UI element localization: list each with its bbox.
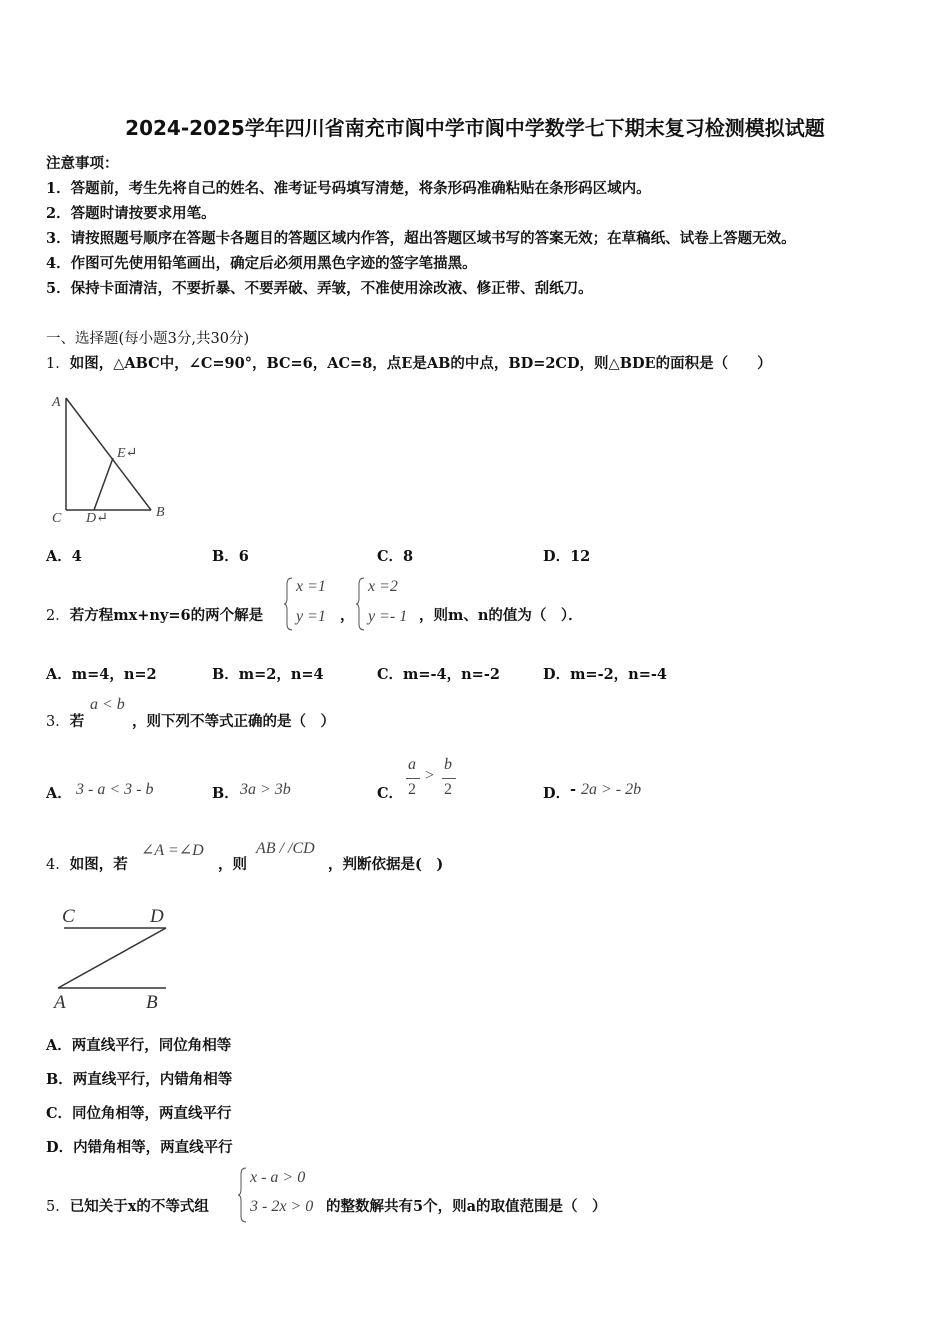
greater-sign: > <box>425 767 435 784</box>
note-item: 1．答题前，考生先将自己的姓名、准考证号码填写清楚，将条形码准确粘贴在条形码区域内。 <box>46 180 651 197</box>
question-text-suffix: ，判断依据是( ) <box>328 856 444 873</box>
question-text: 若方程mx+ny=6的两个解是 <box>69 607 264 624</box>
question-number: 2． <box>46 608 70 624</box>
option-b-letter: B． <box>212 785 239 802</box>
note-item: 4．作图可先使用铅笔画出，确定后必须用黑色字迹的签字笔描黑。 <box>46 255 477 272</box>
question-2-prefix <box>46 604 263 625</box>
fraction-bar <box>442 778 456 779</box>
option-c-letter: C． <box>377 785 404 802</box>
label-d: D <box>150 906 164 927</box>
option-c: C．m=-4，n=-2 <box>377 666 500 683</box>
question-text-suffix: ，则m、n的值为（ ）． <box>419 607 583 624</box>
brace-icon <box>284 576 294 632</box>
brace-icon <box>356 576 366 632</box>
option-b-math: 3a > 3b <box>240 781 291 798</box>
option-c: C．同位角相等，两直线平行 <box>46 1105 232 1122</box>
question-text: 如图，△ABC中，∠C=90°，BC=6，AC=8，点E是AB的中点，BD=2CD，则△BDE的面积是（ ） <box>69 355 772 372</box>
numerator-a: a <box>408 756 416 773</box>
question-text-mid: ，则 <box>218 856 247 873</box>
label-b: B <box>156 505 165 520</box>
section-heading: 一、选择题(每小题3分,共30分) <box>46 331 250 347</box>
option-c: C．8 <box>377 548 414 565</box>
system-2-line-1: x =2 <box>368 578 398 595</box>
fraction-bar <box>406 778 420 779</box>
option-a: A．m=4，n=2 <box>46 666 157 683</box>
question-3-prefix <box>46 710 84 731</box>
transversal-ad <box>58 928 166 988</box>
option-a-math: 3 - a < 3 - b <box>76 781 154 798</box>
denominator-2: 2 <box>408 781 416 798</box>
question-4-prefix <box>46 853 128 874</box>
question-number: 1． <box>46 356 70 372</box>
brace-icon <box>238 1166 248 1224</box>
option-d-letter: D． <box>543 785 571 802</box>
option-a: A．两直线平行，同位角相等 <box>46 1037 232 1054</box>
option-d-dash: - <box>570 781 577 798</box>
system-line-1: x - a > 0 <box>250 1169 306 1186</box>
conclusion-math: AB / /CD <box>256 840 315 857</box>
denominator-2: 2 <box>444 781 452 798</box>
comma: ， <box>340 607 355 624</box>
parallel-lines-figure <box>50 900 180 1015</box>
note-item: 5．保持卡面清洁，不要折暴、不要弄破、弄皱，不准使用涂改液、修正带、刮纸刀。 <box>46 280 593 297</box>
triangle-figure <box>46 388 181 528</box>
question-text: 已知关于x的不等式组 <box>69 1198 209 1215</box>
system-2-line-2: y =- 1 <box>368 608 408 625</box>
question-text-suffix: ，则下列不等式正确的是（ ） <box>132 713 335 730</box>
option-b: B．6 <box>212 548 249 565</box>
question-number: 5． <box>46 1199 70 1215</box>
option-a: A．4 <box>46 548 82 565</box>
label-a: A <box>52 395 61 410</box>
question-number: 3． <box>46 714 70 730</box>
system-1-line-1: x =1 <box>296 578 326 595</box>
question-number: 4． <box>46 857 70 873</box>
option-d: D．内错角相等，两直线平行 <box>46 1139 233 1156</box>
condition-math: a < b <box>90 696 125 713</box>
option-d: D．12 <box>543 548 591 565</box>
option-d: D．m=-2，n=-4 <box>543 666 667 683</box>
numerator-b: b <box>444 756 452 773</box>
question-1 <box>46 352 772 373</box>
label-e: E↵ <box>117 446 138 461</box>
option-b: B．两直线平行，内错角相等 <box>46 1071 233 1088</box>
option-b: B．m=2，n=4 <box>212 666 324 683</box>
option-d-math: 2a > - 2b <box>581 781 642 798</box>
question-5-prefix <box>46 1195 209 1216</box>
label-c: C <box>62 906 75 927</box>
segment-de <box>94 458 113 510</box>
notes-heading: 注意事项： <box>46 155 119 172</box>
option-a-letter: A． <box>46 785 72 802</box>
label-c: C <box>52 511 62 526</box>
label-a: A <box>54 992 66 1013</box>
question-text: 若 <box>69 713 85 730</box>
question-text: 如图，若 <box>69 856 128 873</box>
segment-ab <box>66 398 151 510</box>
label-b: B <box>146 992 158 1013</box>
question-text-suffix: 的整数解共有5个，则a的取值范围是（ ） <box>326 1198 607 1215</box>
note-item: 2．答题时请按要求用笔。 <box>46 205 216 222</box>
label-d: D↵ <box>86 511 108 526</box>
page-title: 2024-2025学年四川省南充市阆中学市阆中学数学七下期末复习检测模拟试题 <box>125 116 825 140</box>
note-item: 3．请按照题号顺序在答题卡各题目的答题区域内作答，超出答题区域书写的答案无效；在草稿纸、试卷上答题无效。 <box>46 230 796 247</box>
condition-math: ∠A =∠D <box>141 842 204 859</box>
system-1-line-2: y =1 <box>296 608 326 625</box>
option-c-fraction <box>406 756 458 804</box>
system-line-2: 3 - 2x > 0 <box>250 1198 314 1215</box>
